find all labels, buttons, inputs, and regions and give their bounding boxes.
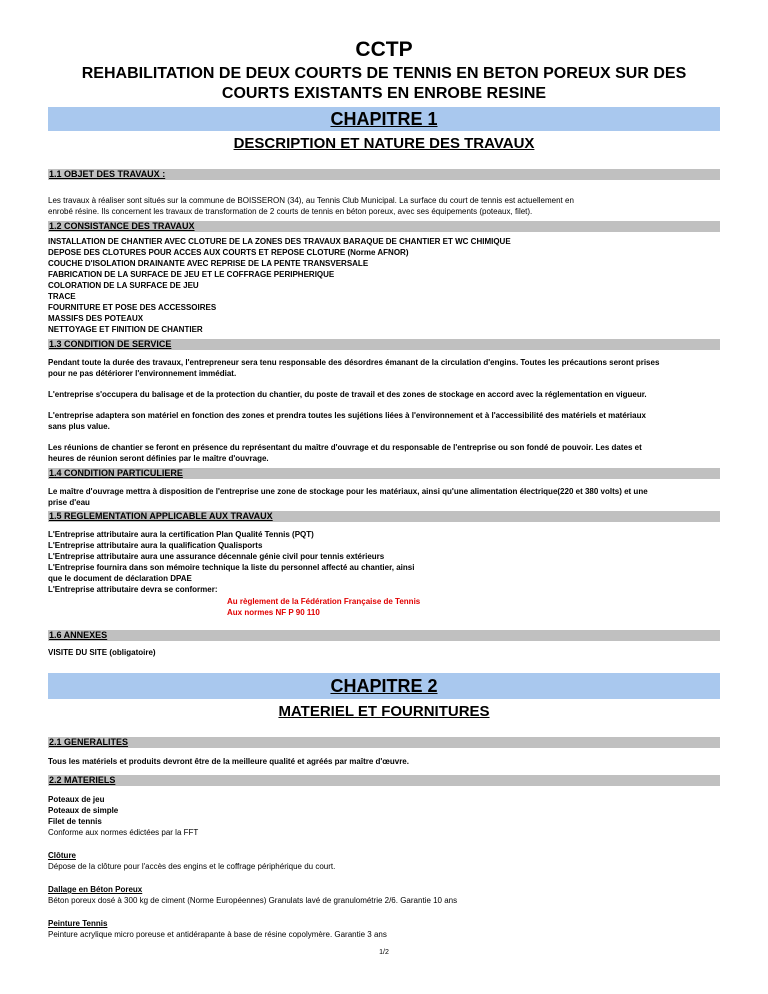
subtitle-line-1: REHABILITATION DE DEUX COURTS DE TENNIS EN BETON POREUX SUR DES [81, 65, 687, 82]
list-item: Poteaux de jeu [48, 795, 105, 804]
norm-reference: Aux normes NF P 90 110 [227, 608, 320, 617]
materials-note: Conforme aux normes édictées par la FFT [48, 828, 199, 837]
section-1-2-list [48, 236, 720, 335]
list-item: FOURNITURE ET POSE DES ACCESSOIRES [48, 303, 217, 312]
list-item: L'Entreprise attributaire aura la certification Plan Qualité Tennis (PQT) [48, 530, 314, 539]
chapter-2-title: CHAPITRE 2 [330, 676, 438, 696]
list-item: COUCHE D'ISOLATION DRAINANTE AVEC REPRISE DE LA PENTE TRANSVERSALE [48, 259, 369, 268]
section-1-6-text: VISITE DU SITE (obligatoire) [48, 648, 156, 657]
list-item: Poteaux de simple [48, 806, 119, 815]
list-item: COLORATION DE LA SURFACE DE JEU [48, 281, 199, 290]
section-1-1-header: 1.1 OBJET DES TRAVAUX : [48, 169, 720, 180]
list-item: L'Entreprise attributaire aura la qualification Qualisports [48, 541, 263, 550]
section-1-5-list [48, 529, 720, 595]
cloture-text: Dépose de la clôture pour l'accès des engins et le coffrage périphérique du court. [48, 862, 336, 871]
section-1-1-text: Les travaux à réaliser sont situés sur la commune de BOISSERON (34), au Tennis Club Municipal. La surface du court de tennis est actuellement en enrobé résine. Ils concernent les travaux de transformation de 2 courts de tennis en béton poreux, avec ses équipements (poteaux, filet). [48, 196, 574, 216]
dallage-text: Béton poreux dosé à 300 kg de ciment (Norme Européennes) Granulats lavé de granulométrie 2/6. Garantie 10 ans [48, 896, 458, 905]
list-item: TRACE [48, 292, 76, 301]
list-item: L'Entreprise attributaire devra se conformer: [48, 585, 218, 594]
section-1-3-header: 1.3 CONDITION DE SERVICE [48, 339, 720, 350]
subtitle-line-2: COURTS EXISTANTS EN ENROBE RESINE [221, 85, 547, 102]
peinture-title: Peinture Tennis [48, 919, 108, 928]
chapter-1-banner [48, 107, 720, 131]
list-item: L'Entreprise attributaire aura une assurance décennale génie civil pour tennis extérieurs [48, 552, 385, 561]
document-subtitle [60, 64, 708, 104]
page-number: 1/2 [379, 949, 389, 956]
section-1-4-header: 1.4 CONDITION PARTICULIERE [48, 468, 720, 479]
cloture-block [48, 850, 720, 872]
list-item: FABRICATION DE LA SURFACE DE JEU ET LE COFFRAGE PERIPHERIQUE [48, 270, 335, 279]
peinture-block [48, 918, 720, 940]
section-1-6-header: 1.6 ANNEXES [48, 630, 720, 641]
section-2-2-materials [48, 794, 720, 838]
section-2-1-text: Tous les matériels et produits devront être de la meilleure qualité et agréés par maître d'œuvre. [48, 757, 409, 766]
list-item: DEPOSE DES CLOTURES POUR ACCES AUX COURTS ET REPOSE CLOTURE (Norme AFNOR) [48, 248, 409, 257]
chapter-2-banner [48, 673, 720, 699]
section-1-2-header: 1.2 CONSISTANCE DES TRAVAUX [48, 221, 720, 232]
section-1-3-text: Pendant toute la durée des travaux, l'entrepreneur sera tenu responsable des désordres émanant de la circulation d'engins. Toutes les précautions seront prises pour ne pas détériorer l'environnement immédiat. L'entreprise s'occupera du balisage et de la protection du chantier, du poste de travail et des zones de stockage en accord avec la réglementation en vigueur. L'entreprise adaptera son matériel en fonction des zones et prendra toutes les sujétions liées à l'environnement et à l'accessibilité des matériels et matériaux sans plus value. Les réunions de chantier se feront en présence du représentant du maître d'ouvrage et du responsable de l'entreprise ou son fondé de pouvoir. Les dates et heures de réunion seront définies par le maître d'ouvrage. [48, 358, 660, 463]
list-item: MASSIFS DES POTEAUX [48, 314, 144, 323]
dallage-title: Dallage en Béton Poreux [48, 885, 143, 894]
chapter-2-subtitle: MATERIEL ET FOURNITURES [278, 703, 490, 720]
cloture-title: Clôture [48, 851, 76, 860]
list-item: L'Entreprise fournira dans son mémoire technique la liste du personnel affecté au chantier, ainsi [48, 563, 415, 572]
dallage-block [48, 884, 720, 906]
chapter-1-subtitle: DESCRIPTION ET NATURE DES TRAVAUX [233, 135, 535, 152]
section-2-1-header: 2.1 GENERALITES [48, 737, 720, 748]
ffT-rule-reference: Au règlement de la Fédération Française de Tennis [227, 597, 421, 606]
list-item: INSTALLATION DE CHANTIER AVEC CLOTURE DE LA ZONES DES TRAVAUX BARAQUE DE CHANTIER ET WC CHIMIQUE [48, 237, 511, 246]
section-1-5-header: 1.5 REGLEMENTATION APPLICABLE AUX TRAVAUX [48, 511, 720, 522]
peinture-text: Peinture acrylique micro poreuse et antidérapante à base de résine copolymère. Garantie 3 ans [48, 930, 387, 939]
list-item: Filet de tennis [48, 817, 102, 826]
section-2-2-header: 2.2 MATERIELS [48, 775, 720, 786]
list-item: NETTOYAGE ET FINITION DE CHANTIER [48, 325, 203, 334]
document-title: CCTP [355, 38, 413, 61]
chapter-1-title: CHAPITRE 1 [330, 109, 438, 129]
list-item: que le document de déclaration DPAE [48, 574, 192, 583]
section-1-4-text: Le maître d'ouvrage mettra à disposition de l'entreprise une zone de stockage pour les matériaux, ainsi qu'une alimentation électrique(220 et 380 volts) et une prise d'eau [48, 487, 648, 507]
